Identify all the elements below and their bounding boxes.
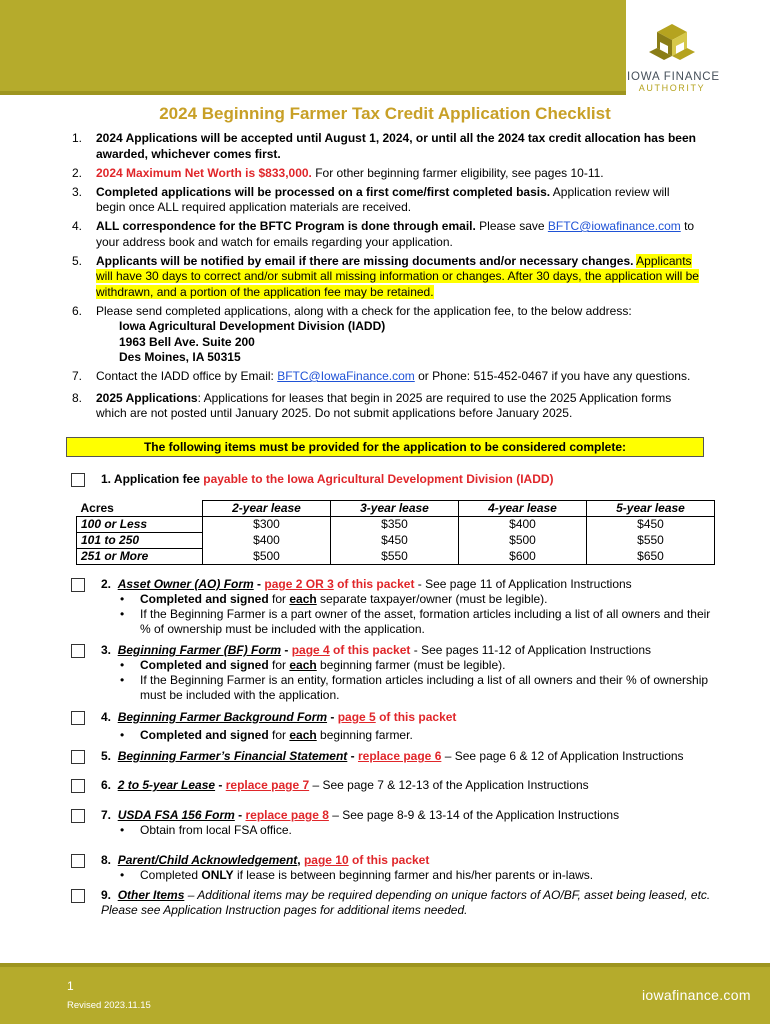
list-item	[72, 185, 702, 216]
checkbox-financial-statement[interactable]	[71, 750, 85, 764]
bullet-item: • Completed and signed for each beginning farmer (must be legible).	[120, 658, 506, 672]
item-text: Application review will begin once ALL required application materials are received.	[96, 184, 670, 214]
req-dash: -	[234, 808, 246, 822]
fee-cell: $550	[587, 533, 715, 549]
cube-logo-icon	[647, 22, 697, 66]
checkbox-lease[interactable]	[71, 779, 85, 793]
req-usda-fsa-form	[101, 808, 721, 838]
item-bold-text: Completed applications will be processed on a first come/first completed basis.	[96, 184, 551, 199]
list-item	[72, 166, 702, 182]
checkbox-application-fee[interactable]	[71, 473, 85, 487]
req-dash: -	[281, 643, 292, 657]
req-red-text: replace page 8	[245, 808, 329, 822]
req-text: – Additional items may be required depending on unique factors of AO/BF, asset being leased, etc. Please see Application Instruction pages for additional items needed.	[101, 888, 711, 917]
highlighted-text: Applicants will have 30 days to correct and/or submit all missing information or changes. After 30 days, the application will be withdrawn, and a portion of the application fee may be retained.	[96, 253, 699, 299]
item-text: to your address book and watch for emails regarding your application.	[96, 219, 695, 249]
req-other-items	[101, 888, 721, 918]
req-text: – See page 6 & 12 of Application Instructions	[441, 749, 684, 763]
address-line: Des Moines, IA 50315	[119, 350, 241, 364]
req-number: 2.	[101, 577, 112, 591]
column-header: 2-year lease	[203, 501, 331, 517]
table-row	[77, 533, 715, 549]
req-number: 3.	[101, 643, 112, 657]
req-red-text: payable to the Iowa Agricultural Development Division (IADD)	[203, 472, 554, 486]
req-form-name: 2 to 5-year Lease	[117, 778, 216, 792]
req-dash: -	[327, 710, 338, 724]
req-text: - See pages 11-12 of Application Instructions	[410, 643, 651, 657]
row-label: 251 or More	[77, 549, 203, 565]
bullet-bold: Completed and signed	[140, 592, 269, 606]
email-link[interactable]: BFTC@IowaFinance.com	[277, 369, 415, 383]
checkbox-background-form[interactable]	[71, 711, 85, 725]
req-red-text: page 10	[303, 853, 349, 867]
bullet-item: • Obtain from local FSA office.	[120, 823, 292, 837]
net-worth-text: 2024 Maximum Net Worth is $833,000.	[96, 165, 312, 180]
page-number: 1	[67, 979, 74, 993]
item-number: 2.	[72, 165, 83, 180]
fee-cell: $300	[203, 517, 331, 533]
item-bold-text: Applicants will be notified by email if there are missing documents and/or necessary changes.	[96, 253, 634, 268]
item-bold-text: 2025 Applications	[96, 390, 198, 405]
req-beginning-farmer-form	[101, 643, 721, 703]
item-text: Please send completed applications, along with a check for the application fee, to the below address:	[96, 303, 632, 318]
mailing-address	[96, 319, 702, 366]
item-text: Contact the IADD office by Email:	[96, 369, 278, 383]
page-title: 2024 Beginning Farmer Tax Credit Application Checklist	[159, 104, 611, 123]
req-form-name: USDA FSA 156 Form	[117, 808, 235, 822]
req-text: - See page 11 of Application Instructions	[414, 577, 632, 591]
bullet-text: for	[268, 658, 290, 672]
item-number: 8.	[72, 390, 83, 405]
bullet-underline: each	[289, 658, 317, 672]
checkbox-usda-fsa-form[interactable]	[71, 809, 85, 823]
bullet-bold: ONLY	[201, 868, 234, 882]
list-item	[72, 131, 702, 162]
req-dash: ,	[297, 853, 304, 867]
item-number: 7.	[72, 369, 83, 383]
bullet-text: If the Beginning Farmer is an entity, formation articles including a list of all owners and their % of ownership must be included with the application.	[140, 673, 709, 702]
item-bold-text: 2024 Applications will be accepted until August 1, 2024, or until all the 2024 tax credit allocation has been awarded, whichever comes first.	[96, 131, 696, 161]
fee-cell: $400	[203, 533, 331, 549]
req-form-name: Beginning Farmer Background Form	[117, 710, 328, 724]
acres-header: Acres	[77, 501, 203, 517]
req-parent-child	[101, 853, 721, 883]
req-financial-statement	[101, 749, 721, 764]
list-item	[72, 219, 702, 250]
website-link[interactable]: iowafinance.com	[642, 987, 751, 1003]
fee-cell: $400	[459, 517, 587, 533]
checkbox-parent-child[interactable]	[71, 854, 85, 868]
req-number: 7.	[101, 808, 112, 822]
bullet-text: if lease is between beginning farmer and his/her parents or in-laws.	[233, 868, 594, 882]
table-row	[77, 549, 715, 565]
item-text: : Applications for leases that begin in 2025 are required to use the 2025 Application forms which are not posted until January 2025. Do not submit applications before January 2025.	[96, 390, 672, 420]
req-form-name: Other Items	[117, 888, 185, 902]
req-red-text: of this packet	[348, 853, 430, 867]
row-label: 100 or Less	[77, 517, 203, 533]
fee-cell: $500	[459, 533, 587, 549]
item-bold-text: ALL correspondence for the BFTC Program is done through email.	[96, 219, 476, 233]
req-red-text: page 2 OR 3	[264, 577, 334, 591]
req-red-text: of this packet	[329, 643, 411, 657]
brand-line-2: AUTHORITY	[638, 83, 706, 93]
column-header: 5-year lease	[587, 501, 715, 517]
req-form-name: Asset Owner (AO) Form	[117, 577, 254, 591]
req-dash: -	[253, 577, 265, 591]
address-line: Iowa Agricultural Development Division (IADD)	[119, 319, 386, 333]
list-item	[72, 254, 702, 301]
req-number: 4.	[101, 710, 112, 724]
iowa-finance-logo	[627, 22, 720, 96]
bullet-item: • If the Beginning Farmer is an entity, formation articles including a list of all owners and their % of ownership must be included with the application.	[120, 673, 709, 702]
req-red-text: of this packet	[333, 577, 415, 591]
item-text: For other beginning farmer eligibility, see pages 10-11.	[311, 165, 604, 180]
req-text: – See page 8-9 & 13-14 of the Application Instructions	[328, 808, 620, 822]
fee-cell: $450	[587, 517, 715, 533]
table-row	[77, 517, 715, 533]
bullet-item: • Completed ONLY if lease is between beginning farmer and his/her parents or in-laws.	[120, 868, 594, 882]
bullet-text: If the Beginning Farmer is a part owner of the asset, formation articles including a list of all owners and their % of ownership must be included with the application.	[140, 607, 711, 636]
bullet-text: beginning farmer (must be legible).	[316, 658, 506, 672]
req-dash: -	[215, 778, 226, 792]
req-dash: -	[347, 749, 358, 763]
req-number: 8.	[101, 853, 112, 867]
bullet-text: for	[268, 592, 290, 606]
req-lease	[101, 778, 721, 793]
list-item	[72, 369, 702, 385]
item-number: 6.	[72, 303, 83, 318]
req-application-fee	[101, 472, 721, 487]
header-band-stripe	[0, 91, 626, 95]
checkbox-other-items[interactable]	[71, 889, 85, 903]
bullet-item: • If the Beginning Farmer is a part owner of the asset, formation articles including a list of all owners and their % of ownership must be included with the application.	[120, 607, 711, 636]
item-number: 4.	[72, 219, 83, 233]
header-band	[0, 0, 626, 95]
bullet-item: • Completed and signed for each beginning farmer.	[120, 728, 413, 742]
fee-cell: $650	[587, 549, 715, 565]
req-red-text: replace page 6	[357, 749, 442, 763]
req-form-name: Parent/Child Acknowledgement	[117, 853, 298, 867]
bullet-text: separate taxpayer/owner (must be legible).	[316, 592, 548, 606]
fee-cell: $500	[203, 549, 331, 565]
requirements-banner: The following items must be provided for the application to be considered complete:	[66, 437, 704, 457]
req-label: 1. Application fee	[101, 472, 204, 486]
req-asset-owner-form	[101, 577, 721, 637]
column-header: 4-year lease	[459, 501, 587, 517]
req-background-form	[101, 710, 721, 743]
brand-line-1: IOWA FINANCE	[627, 71, 720, 83]
bullet-bold: Completed and signed	[140, 728, 269, 742]
footer-band-stripe	[0, 963, 770, 967]
fee-cell: $550	[331, 549, 459, 565]
revised-date: Revised 2023.11.15	[67, 1000, 151, 1011]
email-link[interactable]: BFTC@iowafinance.com	[547, 219, 681, 233]
bullet-text: beginning farmer.	[316, 728, 413, 742]
instructions-list	[72, 131, 702, 425]
req-red-text: page 5	[337, 710, 376, 724]
address-line: 1963 Bell Ave. Suite 200	[119, 334, 255, 349]
bullet-text: for	[268, 728, 290, 742]
item-number: 3.	[72, 184, 83, 199]
bullet-bold: Completed and signed	[140, 658, 269, 672]
item-text: or Phone: 515-452-0467 if you have any questions.	[414, 369, 691, 383]
column-header: 3-year lease	[331, 501, 459, 517]
req-form-name: Beginning Farmer’s Financial Statement	[117, 749, 348, 763]
req-red-text: replace page 7	[225, 778, 310, 792]
item-number: 1.	[72, 131, 83, 145]
req-number: 6.	[101, 778, 112, 792]
checkbox-beginning-farmer-form[interactable]	[71, 644, 85, 658]
checkbox-asset-owner-form[interactable]	[71, 578, 85, 592]
req-text: – See page 7 & 12-13 of the Application Instructions	[309, 778, 589, 792]
fee-cell: $600	[459, 549, 587, 565]
bullet-text: Completed	[140, 868, 202, 882]
list-item	[72, 304, 702, 366]
req-number: 9.	[101, 888, 112, 902]
fee-table	[76, 500, 715, 565]
bullet-text: Obtain from local FSA office.	[140, 823, 292, 837]
req-red-text: of this packet	[375, 710, 457, 724]
bullet-underline: each	[289, 728, 317, 742]
fee-cell: $350	[331, 517, 459, 533]
bullet-item: • Completed and signed for each separate taxpayer/owner (must be legible).	[120, 592, 548, 606]
req-form-name: Beginning Farmer (BF) Form	[117, 643, 282, 657]
item-number: 5.	[72, 253, 83, 268]
req-red-text: page 4	[291, 643, 330, 657]
bullet-underline: each	[289, 592, 317, 606]
req-number: 5.	[101, 749, 112, 763]
fee-cell: $450	[331, 533, 459, 549]
item-text: Please save	[475, 219, 548, 233]
list-item	[72, 391, 702, 422]
row-label: 101 to 250	[77, 533, 203, 549]
